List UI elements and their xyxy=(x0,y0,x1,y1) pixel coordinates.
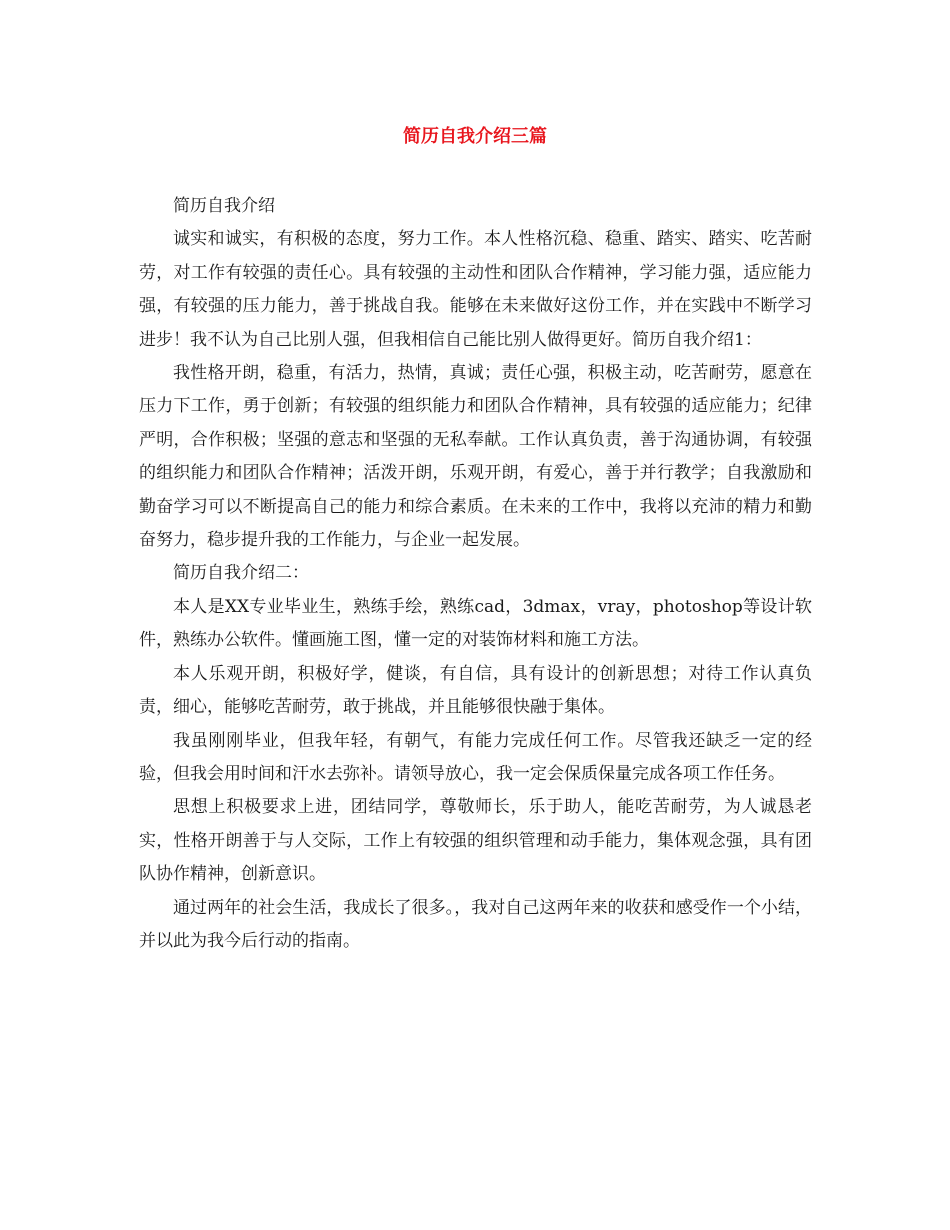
paragraph-heading-intro: 简历自我介绍 xyxy=(173,196,275,216)
paragraph: 本人是XX专业毕业生，熟练手绘，熟练cad，3dmax，vray，photoshop等设计软件，熟练办公软件。懂画施工图，懂一定的对装饰材料和施工方法。 xyxy=(139,596,812,651)
document-body xyxy=(139,190,812,958)
paragraph: 思想上积极要求上进，团结同学，尊敬师长，乐于助人，能吃苦耐劳，为人诚恳老实，性格开朗善于与人交际，工作上有较强的组织管理和动手能力，集体观念强，具有团队协作精神，创新意识。 xyxy=(139,797,812,885)
paragraph: 本人乐观开朗，积极好学，健谈，有自信，具有设计的创新思想；对待工作认真负责，细心，能够吃苦耐劳，敢于挑战，并且能够很快融于集体。 xyxy=(139,663,812,718)
paragraph-heading-second: 简历自我介绍二： xyxy=(173,563,309,584)
paragraph: 诚实和诚实，有积极的态度，努力工作。本人性格沉稳、稳重、踏实、踏实、吃苦耐劳，对工作有较强的责任心。具有较强的主动性和团队合作精神，学习能力强，适应能力强，有较强的压力能力，善于挑战自我。能够在未来做好这份工作，并在实践中不断学习进步！我不认为自己比别人强，但我相信自己能比别人做得更好。简历自我介绍1： xyxy=(139,229,812,350)
paragraph: 我虽刚刚毕业，但我年轻，有朝气，有能力完成任何工作。尽管我还缺乏一定的经验，但我会用时间和汗水去弥补。请领导放心，我一定会保质保量完成各项工作任务。 xyxy=(139,730,812,784)
paragraph: 我性格开朗，稳重，有活力，热情，真诚；责任心强，积极主动，吃苦耐劳，愿意在压力下工作，勇于创新；有较强的组织能力和团队合作精神，具有较强的适应能力；纪律严明，合作积极；坚强的意志和坚强的无私奉献。工作认真负责，善于沟通协调，有较强的组织能力和团队合作精神；活泼开朗，乐观开朗，有爱心，善于并行教学；自我激励和勤奋学习可以不断提高自己的能力和综合素质。在未来的工作中，我将以充沛的精力和勤奋努力，稳步提升我的工作能力，与企业一起发展。 xyxy=(139,363,812,551)
document-title: 简历自我介绍三篇 xyxy=(403,126,547,147)
paragraph: 通过两年的社会生活，我成长了很多。，我对自己这两年来的收获和感受作一个小结，并以此为我今后行动的指南。 xyxy=(139,897,812,951)
